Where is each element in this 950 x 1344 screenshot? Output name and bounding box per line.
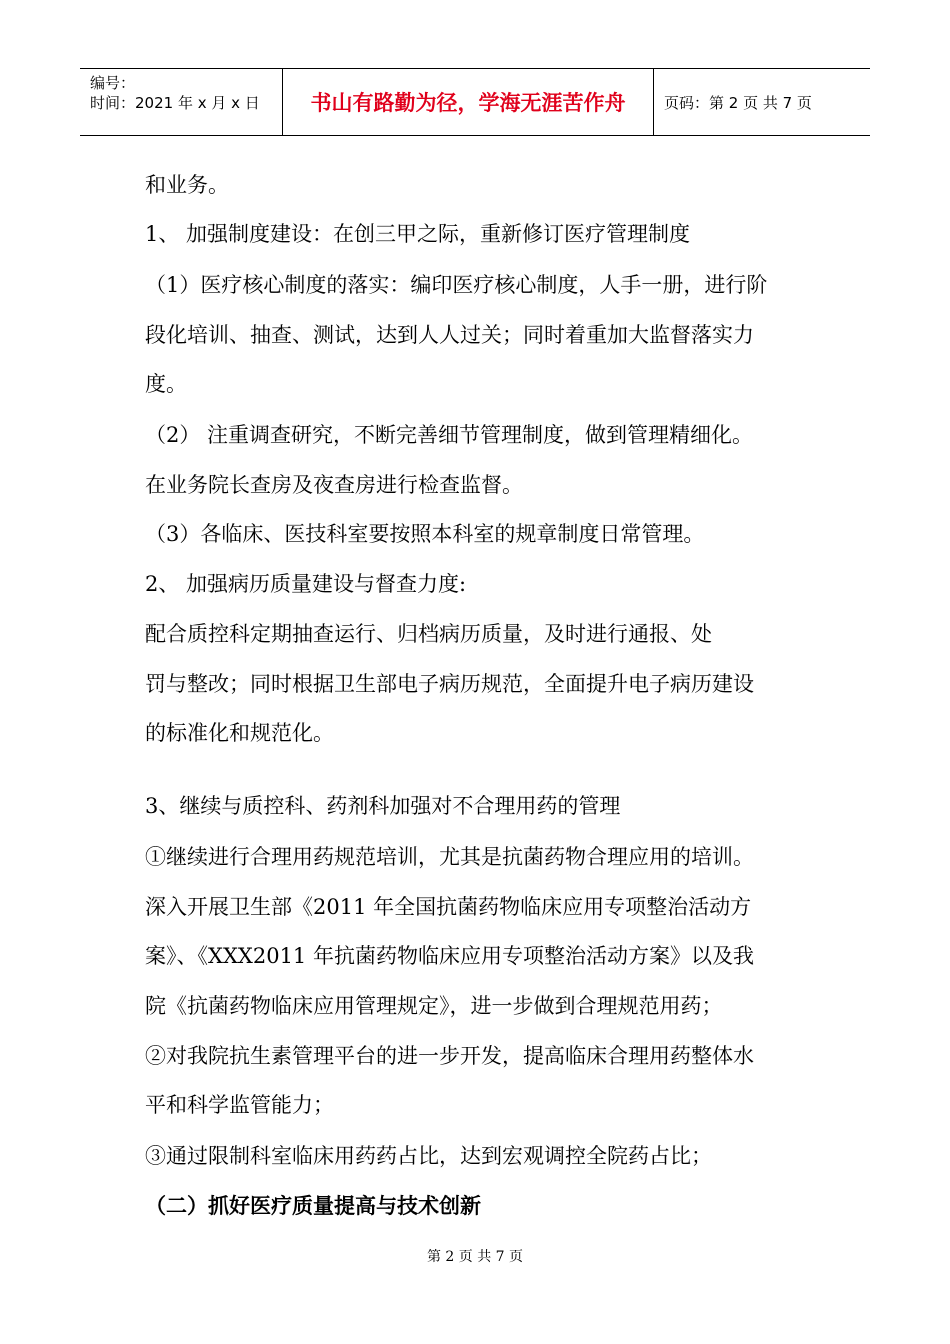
body-line: （2） 注重调查研究，不断完善细节管理制度，做到管理精细化。 [145, 423, 754, 447]
section-heading: 2、 加强病历质量建设与督查力度: [145, 572, 467, 596]
body-line: ③通过限制科室临床用药药占比，达到宏观调控全院药占比； [145, 1144, 712, 1168]
header-number-label: 编号： [90, 74, 136, 92]
header-time-label: 时间：2021 年 x 月 x 日 [90, 94, 260, 112]
section-heading: （二）抓好医疗质量提高与技术创新 [145, 1194, 481, 1218]
section-heading: 1、 加强制度建设：在创三甲之际，重新修订医疗管理制度 [145, 222, 691, 246]
body-line: 在业务院长查房及夜查房进行检查监督。 [145, 473, 523, 497]
body-line: 段化培训、抽查、测试，达到人人过关；同时着重加大监督落实力 [145, 323, 754, 347]
body-line: 案》、《XXX2011 年抗菌药物临床应用专项整治活动方案》以及我 [145, 944, 754, 968]
body-line: ①继续进行合理用药规范培训，尤其是抗菌药物合理应用的培训。 [145, 845, 754, 869]
body-line: 配合质控科定期抽查运行、归档病历质量，及时进行通报、处 [145, 622, 712, 646]
body-line: 院《抗菌药物临床应用管理规定》，进一步做到合理规范用药； [145, 994, 723, 1018]
page-footer: 第 2 页 共 7 页 [426, 1249, 524, 1265]
body-line: 深入开展卫生部《2011 年全国抗菌药物临床应用专项整治活动方 [145, 895, 752, 919]
body-line: （1）医疗核心制度的落实：编印医疗核心制度，人手一册，进行阶 [145, 273, 768, 297]
body-line: 和业务。 [145, 173, 229, 197]
header-meta [80, 69, 282, 135]
document-header [80, 68, 870, 136]
body-line: 罚与整改；同时根据卫生部电子病历规范，全面提升电子病历建设 [145, 672, 754, 696]
body-line: 平和科学监管能力； [145, 1093, 334, 1117]
body-line: （3）各临床、医技科室要按照本科室的规章制度日常管理。 [145, 522, 705, 546]
header-page-info: 页码：第 2 页 共 7 页 [664, 93, 812, 112]
body-line: ②对我院抗生素管理平台的进一步开发，提高临床合理用药整体水 [145, 1044, 754, 1068]
header-motto: 书山有路勤为径，学海无涯苦作舟 [310, 91, 626, 115]
body-line: 的标准化和规范化。 [145, 721, 334, 745]
body-line: 度。 [145, 372, 187, 396]
section-heading: 3、继续与质控科、药剂科加强对不合理用药的管理 [145, 794, 621, 818]
